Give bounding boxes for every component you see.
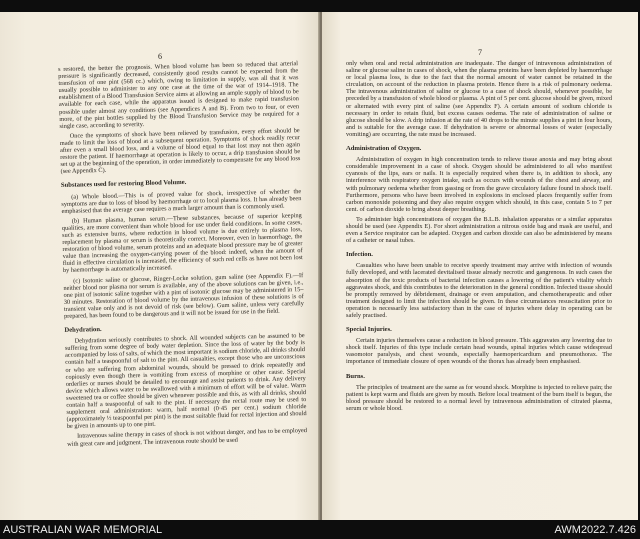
- paragraph: Administration of oxygen in high concentration tends to relieve tissue anoxia and may bring about considerable improvement in a case of shock. Oxygen should be administered to all who manifest cyanosis of the lips, ears or nails. It is especially required when there is, in addition to shock, any interference with respiratory oxygen intake, such as occurs with wounds of the chest and airway, and with pulmonary oedema whether from gassing or from the grave circulatory failure found in shock itself. Furthermore, persons who have been involved in explosions in enclosed places frequently suffer from carbon monoxide poisoning and they also require oxygen which should, in this case, contain 5 to 7 per cent. of carbon dioxide to bring about deeper breathing.: [346, 156, 612, 213]
- paragraph: (b) Human plasma, human serum.—These substances, because of superior keeping qualities, are more convenient than whole blood for use under field conditions. In some cases, such as extensive burns, where reduction in blood volume is due entirely to plasma loss, replacement by plasma or serum is theoretically correct. Moreover, even in haemorrhage, the restoration of blood volume, serum proteins and an adequate blood pressure may be of greater value than increasing the oxygen-carrying power of the blood: indeed, when the amount of fluid in effective circulation is increased, the efficiency of such red cells as have not been lost by haemorrhage is automatically increased.: [61, 211, 303, 275]
- section-heading: Dehydration.: [64, 326, 102, 335]
- paragraph: Intravenous saline therapy in cases of shock is not without danger, and has to be employed with great care and judgment. The intravenous route should be used: [67, 427, 308, 448]
- archive-name: AUSTRALIAN WAR MEMORIAL: [3, 524, 163, 536]
- left-page: [0, 12, 320, 520]
- page-number: 7: [478, 48, 482, 57]
- section-heading: Infection.: [346, 251, 373, 259]
- paragraph: Dehydration seriously contributes to shock. All wounded subjects can be assumed to be suffering from some degree of body water depletion. Since the loss of water by the body is accompanied by loss of salts, of which the most important is sodium chloride, all drinks should contain half a teaspoonful of salt to the pint. All casualties, except those who are unconscious or who are suffering from abdominal wounds, should be pressed to drink repeatedly and copiously even though there is vomiting from excess of morphine or other cause. Special orderlies or nurses should be detailed to encourage and assist patients to drink. Any delivery device which allows water to be swallowed with a minimum of effort will be of value. Warm sweetened tea or coffee should be given whenever possible and this, as with all drinks, should contain half a teaspoonful of salt to the pint. If necessary the rectal route may be used to supplement oral administration: warm, half normal (0·45 per cent.) sodium chloride (approximately ½ teaspoonful per pint) is the most suitable fluid for rectal injection and should be given in amounts up to one pint.: [64, 332, 307, 431]
- section-heading: Burns.: [346, 372, 365, 380]
- paragraph: s restored, the better the prognosis. When blood volume has been so reduced that arterial pressure is significantly decreased, consistently good results cannot be expected from the transfusion of one pint (568 cc.) which, owing to limitation in supply, was all that it was usually possible to administer to any one case at the time of the war of 1914–1918. The establishment of a Blood Transfusion Service aims at allowing an ample supply of blood to be available for each case, while the apparatus issued is designed to make rapid transfusion possible under almost any conditions (see Appendices A and B). From two to four, or even more, of the pint bottles supplied by the Blood Transfusion Service may be required for a single case, according to severity.: [58, 60, 300, 130]
- paragraph: (a) Whole blood.—This is of proved value for shock, irrespective of whether the symptoms are due to loss of blood by haemorrhage or to local plasma loss. It has already been emphasised that the average case requires a much larger amount than is commonly used.: [61, 187, 302, 215]
- accession-number: AWM2022.7.426: [554, 524, 636, 536]
- right-page-text: [346, 60, 612, 415]
- paragraph: Once the symptoms of shock have been relieved by transfusion, every effort should be made to limit the loss of blood at a subsequent operation. Symptoms of shock readily recur after even a small blood loss, and a volume of blood equal to that lost may not then again restore the patient. If haemorrhage at operation is likely to occur, a drip transfusion should be set up at the beginning of the operation, in order immediately to compensate for any blood loss (see Appendix C).: [59, 126, 301, 176]
- paragraph: Casualties who have been unable to receive speedy treatment may arrive with infection of wounds fully developed, and with lacerated devitalised tissue already necrotic and gangrenous. In such cases the absorption of the toxic products of bacterial infection causes a lowering of the patient's vitality which aggravates shock, and this contributes to the deterioration in the general condition. Infected tissue should be promptly removed by débridement, drainage or even amputation, and chemotherapeutic and other treatment designed to limit the infection should be given. In these circumstances resuscitation prior to operation is necessarily less satisfactory than in the case of injuries where delay in operating can be safely practised.: [346, 262, 612, 319]
- page-number: 6: [158, 52, 162, 61]
- paragraph: The principles of treatment are the same as for wound shock. Morphine is injected to relieve pain; the patient is kept warm and fluids are given by mouth. Before local treatment of the burn itself is begun, the blood pressure should be restored to a normal level by intravenous administration of citrated plasma, serum or whole blood.: [346, 383, 612, 412]
- section-heading: Administration of Oxygen.: [346, 145, 422, 153]
- section-heading: Special Injuries.: [346, 326, 392, 334]
- paragraph: To administer high concentrations of oxygen the B.L.B. inhalation apparatus or a similar apparatus should be used (see Appendix E). For short administration a nitrous oxide bag and mask are useful, and even a Service respirator can be adapted. Oxygen and carbon dioxide can also be administered by means of a catheter or nasal tubes.: [346, 215, 612, 245]
- paragraph: (c) Isotonic saline or glucose, Ringer-Locke solution, gum saline (see Appendix F).—If neither blood nor plasma nor serum is available, any of the above solutions can be given, i.e., one pint of isotonic saline together with a pint of isotonic glucose may be administered in 15–30 minutes. Restoration of blood volume by the intravenous infusion of these solutions is of transient value only and is not devoid of risk (see below). Gum saline, unless very carefully prepared, has been found to be dangerous and it will not be issued for use in the field.: [63, 271, 304, 320]
- paragraph: Certain injuries themselves cause a reduction in blood pressure. This aggravates any lowering due to shock itself. Injuries of this type include certain head wounds, spinal injuries which cause widespread vasomotor paralysis, and chest wounds, especially haemopericardium and pneumothorax. The importance of immediate closure of open wounds of the thorax has already been emphasised.: [346, 337, 612, 366]
- paragraph: only when oral and rectal administration are inadequate. The danger of intravenous administration of saline or glucose saline in cases of shock, when the plasma proteins have been depleted by haemorrhage or local plasma loss, is due to the fact that the normal amount of water cannot be retained in the circulation, on account of the reduction in plasma protein. Hence there is a risk of pulmonary oedema. The intravenous administration of saline or glucose to a case of shock should, whenever possible, be preceded by a transfusion of whole blood or plasma. A pint of 5 per cent. glucose should be given, mixed or alternated with every pint of saline (see Appendix F). A certain amount of sodium chloride is necessary in order to retain fluid, but excess causes oedema. The rate of administration of saline or glucose should be slow. A drip infusion at the rate of 40 drops to the minute supplies a pint in four hours, and is suitable for the average case. If dehydration is severe or abnormal losses of water (especially vomiting) are occurring, the rate must be increased.: [346, 60, 612, 138]
- section-heading: Substances used for restoring Blood Volume.: [60, 179, 187, 190]
- right-page: [322, 12, 638, 520]
- archive-caption-bar: [0, 522, 640, 539]
- left-page-text: [58, 60, 307, 450]
